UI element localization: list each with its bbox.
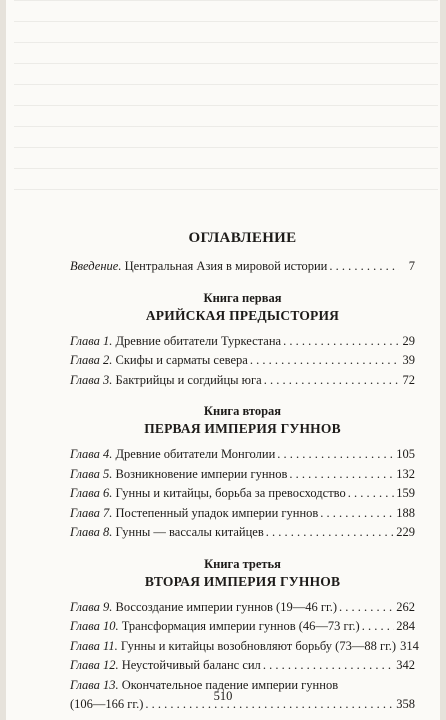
page-edge-right (440, 0, 446, 720)
entry-label: Глава 6. (70, 486, 113, 500)
entry-title: Центральная Азия в мировой истории (124, 259, 328, 273)
leader-dots (329, 257, 399, 277)
table-of-contents (70, 230, 419, 715)
entry-label: Глава 4. (70, 447, 113, 461)
entry-title: Трансформация империи гуннов (46—73 гг.) (121, 619, 360, 633)
entry-page: 284 (396, 619, 415, 633)
entry-page: 72 (402, 372, 415, 387)
entry-title-continued: (106—166 гг.) (70, 697, 144, 711)
leader-dots (339, 598, 394, 618)
entry-page: 314 (400, 638, 419, 653)
leader-dots (348, 484, 395, 504)
toc-entry (70, 484, 415, 504)
book-heading: Книга первая (203, 290, 282, 305)
entry-label: Глава 1. (70, 333, 113, 348)
entry-label: Глава 12. (70, 658, 119, 672)
entry-page: 358 (396, 697, 415, 711)
entry-label: Глава 10. (70, 619, 119, 633)
toc-entry-intro (70, 257, 415, 277)
toc-entry (70, 371, 415, 391)
entry-title: Бактрийцы и согдийцы юга (115, 372, 262, 387)
entry-page: 262 (396, 599, 415, 614)
entry-label: Глава 3. (70, 372, 113, 387)
entry-page: 7 (408, 259, 415, 273)
entry-label: Глава 11. (70, 638, 118, 653)
entry-title: Возникновение империи гуннов (115, 466, 288, 481)
leader-dots (362, 617, 395, 637)
toc-title: ОГЛАВЛЕНИЕ (188, 230, 297, 246)
toc-entry (70, 637, 419, 657)
page-number: 510 (213, 689, 233, 703)
toc-entry (70, 656, 415, 676)
entry-page: 229 (396, 525, 415, 539)
leader-dots (264, 371, 399, 391)
entry-title: Постепенный упадок империи гуннов (115, 505, 319, 520)
entry-title: Гунны — вассалы китайцев (115, 525, 264, 539)
entry-title: Скифы и сарматы севера (115, 353, 248, 367)
toc-entry (70, 445, 415, 465)
entry-title: Древние обитатели Туркестана (115, 333, 282, 348)
part-heading: АРИЙСКАЯ ПРЕДЫСТОРИЯ (145, 307, 340, 323)
entry-page: 39 (402, 353, 415, 367)
entry-page: 159 (396, 486, 415, 500)
book-heading: Книга вторая (203, 404, 282, 418)
entry-label: Глава 13. (70, 677, 119, 692)
leader-dots (289, 465, 394, 485)
leader-dots (283, 332, 399, 352)
entry-label: Глава 2. (70, 353, 113, 367)
entry-label: Глава 9. (70, 599, 113, 614)
entry-title: Воссоздание империи гуннов (19—46 гг.) (115, 599, 337, 614)
entry-title: Окончательное падение империи гуннов (121, 677, 339, 692)
entry-page: 105 (396, 447, 415, 461)
toc-entry (70, 617, 415, 637)
entry-label: Глава 7. (70, 505, 113, 520)
toc-entry (70, 598, 415, 618)
leader-dots (250, 351, 399, 371)
entry-title: Гунны и китайцы, борьба за превосходство (115, 486, 346, 500)
toc-entry (70, 351, 415, 371)
leader-dots (277, 445, 394, 465)
entry-page: 188 (396, 505, 415, 520)
book-heading: Книга третья (204, 556, 281, 571)
entry-title: Неустойчивый баланс сил (121, 658, 261, 672)
entry-title: Древние обитатели Монголии (115, 447, 276, 461)
entry-page: 29 (402, 333, 415, 348)
part-heading: ПЕРВАЯ ИМПЕРИЯ ГУННОВ (144, 421, 341, 436)
bleed-through-text (14, 0, 438, 190)
leader-dots (263, 656, 394, 676)
leader-dots (320, 504, 394, 524)
toc-entry (70, 523, 415, 543)
toc-entry (70, 504, 415, 524)
page-edge-left (0, 0, 6, 720)
toc-entry (70, 465, 415, 485)
entry-label: Глава 5. (70, 466, 113, 481)
entry-title: Гунны и китайцы возобновляют борьбу (73—88 гг.) (120, 638, 397, 653)
entry-label: Введение. (70, 259, 122, 273)
part-heading: ВТОРАЯ ИМПЕРИЯ ГУННОВ (144, 573, 341, 589)
leader-dots (266, 523, 394, 543)
entry-page: 342 (396, 658, 415, 672)
toc-entry (70, 332, 415, 352)
entry-page: 132 (396, 466, 415, 481)
entry-label: Глава 8. (70, 525, 113, 539)
